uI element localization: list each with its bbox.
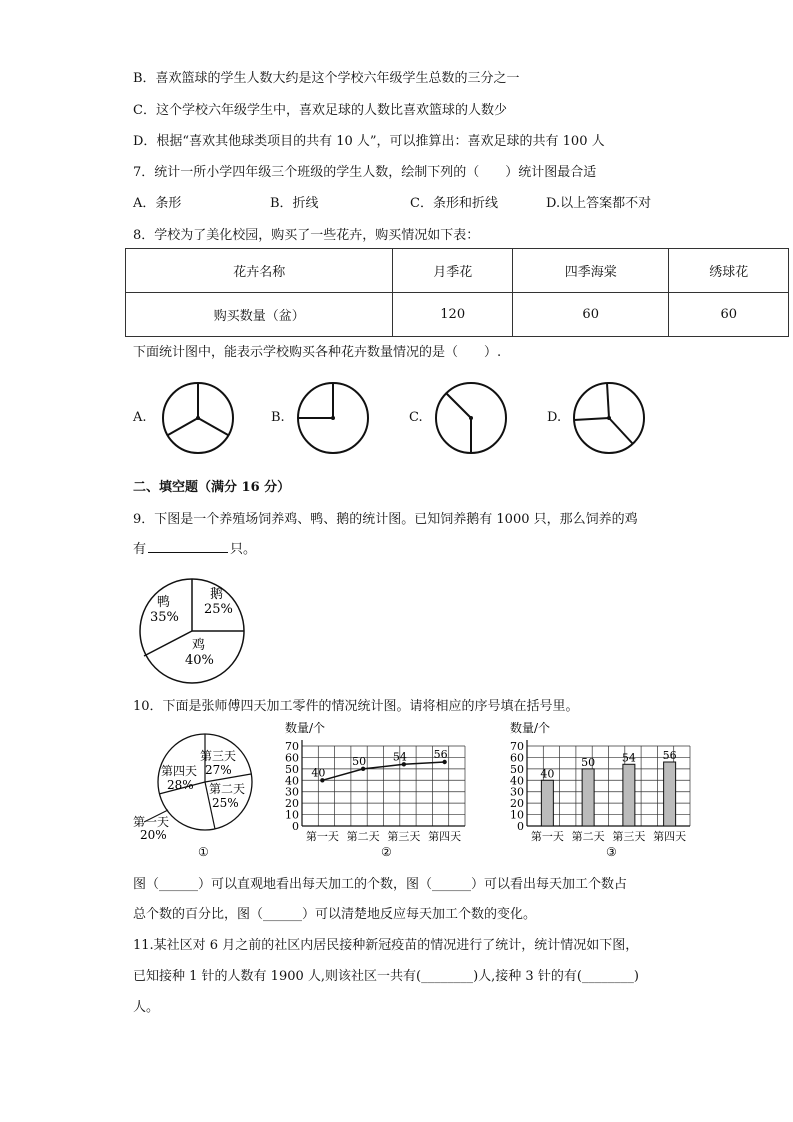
q10-line-chart bbox=[280, 718, 470, 860]
data-label: 56 bbox=[662, 749, 677, 762]
y-tick-label: 0 bbox=[292, 820, 299, 833]
q9-suffix: 只。 bbox=[230, 542, 257, 557]
y-axis-label: 数量/个 bbox=[285, 721, 326, 735]
table-row bbox=[126, 249, 789, 293]
q6-option-b: B．喜欢篮球的学生人数大约是这个学校六年级学生总数的三分之一 bbox=[133, 71, 520, 86]
data-label: 40 bbox=[311, 766, 326, 780]
pie-label: 40% bbox=[185, 653, 214, 668]
section-title: 二、填空题（满分 16 分） bbox=[133, 480, 291, 495]
y-tick-label: 70 bbox=[510, 740, 524, 753]
q11-line-2: 已知接种 1 针的人数有 1900 人,则该社区一共有(________)人,接种 3 针的有(________) bbox=[133, 969, 639, 984]
q7-option-a: A．条形 bbox=[133, 196, 182, 211]
q9-stem: 9．下图是一个养殖场饲养鸡、鸭、鹅的统计图。已知饲养鹅有 1000 只，那么饲养的鸡 bbox=[133, 512, 638, 527]
q8-option-d-circle bbox=[571, 380, 647, 456]
q11-line-3: 人。 bbox=[133, 1000, 160, 1015]
bar bbox=[541, 780, 553, 826]
q6-option-d: D．根据“喜欢其他球类项目的共有 10 人”，可以推算出：喜欢足球的共有 100 人 bbox=[133, 134, 605, 149]
data-label: 54 bbox=[621, 751, 636, 765]
data-label: 50 bbox=[352, 754, 367, 768]
data-label: 40 bbox=[540, 767, 555, 781]
x-tick-label: 第二天 bbox=[571, 830, 605, 843]
table-header-cell: 四季海棠 bbox=[512, 249, 669, 293]
data-label: 56 bbox=[433, 748, 448, 761]
q9-prefix: 有 bbox=[133, 542, 147, 557]
x-tick-label: 第四天 bbox=[428, 830, 462, 843]
pie-label: 鸡 bbox=[192, 638, 206, 653]
figure-label: ③ bbox=[606, 845, 617, 859]
y-tick-label: 30 bbox=[510, 785, 524, 799]
table-cell: 120 bbox=[393, 293, 513, 337]
pie-label: 35% bbox=[150, 610, 179, 625]
bar bbox=[623, 764, 635, 826]
y-tick-label: 0 bbox=[517, 820, 524, 833]
figure-label: ② bbox=[381, 845, 392, 859]
pie-label: 20% bbox=[140, 828, 167, 842]
q8-question: 下面统计图中，能表示学校购买各种花卉数量情况的是（ ）. bbox=[133, 345, 502, 360]
flower-table bbox=[125, 248, 789, 337]
x-tick-label: 第一天 bbox=[305, 830, 339, 843]
q9-pie-chart bbox=[130, 576, 255, 686]
x-tick-label: 第三天 bbox=[387, 830, 421, 843]
table-cell: 60 bbox=[669, 293, 789, 337]
q8-option-d-label: D. bbox=[547, 410, 562, 425]
bar bbox=[582, 769, 594, 826]
y-tick-label: 10 bbox=[285, 808, 299, 822]
q10-text-1: 图（______）可以直观地看出每天加工的个数，图（______）可以看出每天加工个数占 bbox=[133, 877, 628, 892]
table-cell: 60 bbox=[512, 293, 669, 337]
q7-stem: 7．统计一所小学四年级三个班级的学生人数，绘制下列的（ ）统计图最合适 bbox=[133, 165, 597, 180]
pie-label: 第四天 bbox=[161, 764, 198, 778]
y-tick-label: 40 bbox=[510, 774, 524, 788]
y-tick-label: 60 bbox=[510, 751, 524, 765]
pie-label: 鹅 bbox=[210, 587, 224, 602]
pie-label: 鸭 bbox=[157, 595, 171, 610]
q7-option-d: D.以上答案都不对 bbox=[546, 196, 652, 211]
figure-label: ① bbox=[198, 845, 209, 859]
q8-option-a-circle bbox=[160, 380, 236, 456]
y-axis-label: 数量/个 bbox=[510, 721, 551, 735]
q8-option-b-label: B. bbox=[271, 410, 285, 425]
q10-text-2: 总个数的百分比，图（______）可以清楚地反应每天加工个数的变化。 bbox=[133, 907, 537, 922]
y-tick-label: 10 bbox=[510, 808, 524, 822]
bar bbox=[664, 762, 676, 826]
q7-option-c: C．条形和折线 bbox=[410, 196, 498, 211]
q8-option-c-label: C. bbox=[409, 410, 423, 425]
q9-stem-line2 bbox=[133, 538, 256, 557]
y-tick-label: 70 bbox=[285, 740, 299, 753]
y-tick-label: 20 bbox=[510, 797, 524, 811]
y-tick-label: 30 bbox=[285, 785, 299, 799]
q11-line-1: 11.某社区对 6 月之前的社区内居民接种新冠疫苗的情况进行了统计，统计情况如下图， bbox=[133, 938, 639, 953]
table-row bbox=[126, 293, 789, 337]
q6-option-c: C．这个学校六年级学生中，喜欢足球的人数比喜欢篮球的人数少 bbox=[133, 103, 507, 118]
pie-label: 第三天 bbox=[200, 749, 237, 763]
q8-stem: 8．学校为了美化校园，购买了一些花卉，购买情况如下表： bbox=[133, 228, 480, 243]
x-tick-label: 第四天 bbox=[653, 830, 687, 843]
q9-answer-blank[interactable] bbox=[148, 540, 228, 553]
data-label: 54 bbox=[392, 750, 407, 764]
pie-label: 第一天 bbox=[133, 815, 170, 829]
q8-option-c-circle bbox=[433, 380, 509, 456]
data-label: 50 bbox=[581, 755, 596, 769]
table-header-cell: 花卉名称 bbox=[126, 249, 393, 293]
pie-label: 25% bbox=[204, 602, 233, 617]
x-tick-label: 第二天 bbox=[346, 830, 380, 843]
table-cell: 购买数量（盆） bbox=[126, 293, 393, 337]
table-header-cell: 绣球花 bbox=[669, 249, 789, 293]
y-tick-label: 40 bbox=[285, 774, 299, 788]
q10-pie-chart bbox=[130, 730, 270, 860]
q7-option-b: B．折线 bbox=[270, 196, 319, 211]
pie-label: 27% bbox=[205, 763, 232, 777]
q8-option-b-circle bbox=[295, 380, 371, 456]
y-tick-label: 50 bbox=[510, 762, 524, 776]
pie-label: 25% bbox=[212, 796, 239, 810]
y-tick-label: 50 bbox=[285, 762, 299, 776]
y-tick-label: 60 bbox=[285, 751, 299, 765]
table-header-cell: 月季花 bbox=[393, 249, 513, 293]
pie-label: 第二天 bbox=[209, 782, 246, 796]
x-tick-label: 第三天 bbox=[612, 830, 646, 843]
q10-stem: 10．下面是张师傅四天加工零件的情况统计图。请将相应的序号填在括号里。 bbox=[133, 699, 579, 714]
pie-label: 28% bbox=[167, 778, 194, 792]
q8-option-a-label: A. bbox=[133, 410, 147, 425]
x-tick-label: 第一天 bbox=[530, 830, 564, 843]
y-tick-label: 20 bbox=[285, 797, 299, 811]
q10-bar-chart bbox=[505, 718, 695, 860]
